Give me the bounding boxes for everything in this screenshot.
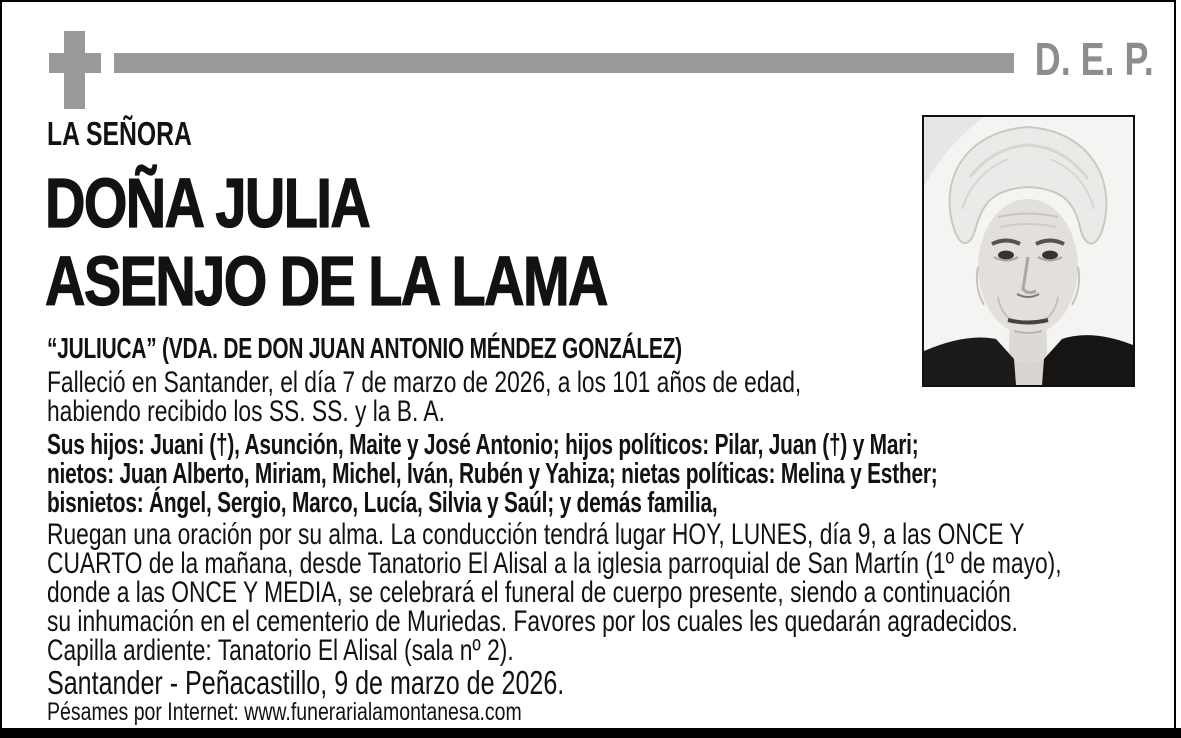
death-line: Falleció en Santander, el día 7 de marzo de 2026, a los 101 años de edad, — [47, 366, 802, 399]
family-line: nietos: Juan Alberto, Miriam, Michel, Iván, Rubén y Yahiza; nietas políticas: Melina y Esther; — [47, 458, 938, 490]
portrait-photo-drawing — [924, 117, 1133, 385]
funeral-paragraph — [47, 520, 1181, 665]
deceased-name-line1: DOÑA JULIA — [45, 164, 370, 242]
funeral-line: su inhumación en el cementerio de Muriedas. Favores por los cuales les quedarán agradecidos. — [47, 605, 1018, 638]
death-line: habiendo recibido los SS. SS. y la B. A. — [47, 395, 445, 428]
family-paragraph — [47, 431, 1181, 518]
masthead-rule — [114, 53, 1014, 73]
funeral-line: Capilla ardiente: Tanatorio El Alisal (sala nº 2). — [47, 634, 514, 667]
dep-label: D. E. P. — [1034, 33, 1154, 85]
death-paragraph — [47, 368, 1039, 426]
bottom-bar — [0, 728, 1181, 738]
alias-line: “JULIUCA” (VDA. DE DON JUAN ANTONIO MÉNDEZ GONZÁLEZ) — [47, 333, 682, 365]
honorific: LA SEÑORA — [47, 115, 192, 152]
funeral-line: Ruegan una oración por su alma. La conducción tendrá lugar HOY, LUNES, día 9, a las ONCE Y — [47, 518, 1025, 551]
family-line: bisnietos: Ángel, Sergio, Marco, Lucía, Silvia y Saúl; y demás familia, — [47, 487, 718, 519]
family-line: Sus hijos: Juani (†), Asunción, Maite y José Antonio; hijos políticos: Pilar, Juan (†) y Mari; — [47, 429, 919, 461]
place-date-line: Santander - Peñacastillo, 9 de marzo de 2026. — [47, 664, 565, 701]
portrait-photo — [922, 115, 1135, 387]
deceased-name-line2: ASENJO DE LA LAMA — [45, 242, 607, 320]
condolences-line: Pésames por Internet: www.funerarialamontanesa.com — [47, 698, 522, 726]
funeral-line: CUARTO de la mañana, desde Tanatorio El Alisal a la iglesia parroquial de San Martín (1º de mayo), — [47, 547, 1062, 580]
deceased-name — [45, 164, 747, 320]
funeral-line: donde a las ONCE Y MEDIA, se celebrará el funeral de cuerpo presente, siendo a continuación — [47, 576, 1011, 609]
